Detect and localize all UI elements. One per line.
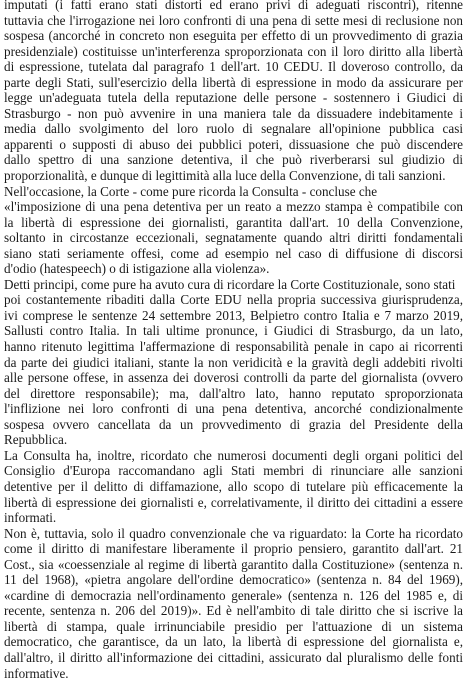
text-line: libertà di stampa, quale irrinunciabile presidio per l'attuazione di un sistema [4,618,463,634]
text-line: imputati (i fatti erano stati distorti ed erano privi di adeguati riscontri), ritenne [4,0,463,12]
text-line: ivi comprese le sentenze 24 settembre 2013, Belpietro contro Italia e 7 marzo 2019, [4,307,463,323]
text-line: Repubblica. [4,432,68,448]
document-body [4,0,463,681]
text-line: informati. [4,510,57,526]
text-line: Sallusti contro Italia. In tali ultime pronunce, i Giudici di Strasburgo, da un lato, [4,323,463,339]
text-line: Consiglio d'Europa raccomandano agli Stati membri di rinunciare alle sanzioni [4,463,463,479]
text-line: Cost., sia «coessenziale al regime di libertà garantito dalla Costituzione» (sentenza n. [4,556,463,572]
text-line: La Consulta ha, inoltre, ricordato che numerosi documenti degli organi politici del [4,447,463,463]
text-line: parte degli Stati, sull'esercizio della libertà di espressione in modo da assicurare per [4,74,463,90]
text-line: detentive per il delitto di diffamazione, allo scopo di tutelare più efficacemente la [4,478,463,494]
text-line: dall'altro, il diritto all'informazione dei cittadini, assicurato dal pluralismo delle fonti [4,649,463,665]
text-line: siano stati seriamente offesi, come ad esempio nel caso di diffusione di discorsi [4,245,463,261]
text-line: informative. [4,665,69,681]
text-line: Non è, tuttavia, solo il quadro convenzionale che va riguardato: la Corte ha ricordato [4,525,463,541]
text-line: recente, sentenza n. 206 del 2019)». Ed è nell'ambito di tale diritto che si iscrive la [4,603,463,619]
text-line: libertà di espressione dei giornalisti e, correlativamente, il diritto dei cittadini a essere [4,494,463,510]
text-line: 11 del 1968), «pietra angolare dell'ordine democratico» (sentenza n. 84 del 1969), [4,572,463,588]
text-line: tuttavia che l'irrogazione nei loro confronti di una pena di sette mesi di reclusione non [4,12,463,28]
text-line: poi costantemente ribaditi dalla Corte EDU nella propria successiva giurisprudenza, [4,292,463,308]
text-line: soltanto in circostanze eccezionali, segnatamente quando altri diritti fondamentali [4,230,463,246]
text-line: «cardine di democrazia nell'ordinamento generale» (sentenza n. 126 del 1985 e, di [4,587,463,603]
text-line: Strasburgo - non può avvenire in una maniera tale da dissuadere indebitamente i [4,105,463,121]
text-line: alle persone offese, in assenza dei doverosi controlli da parte del giornalista (ovvero [4,370,463,386]
text-line: Nell'occasione, la Corte - come pure ricorda la Consulta - concluse che [4,183,378,199]
text-line: Detti principi, come pure ha avuto cura di ricordare la Corte Costituzionale, sono stati [4,276,456,292]
text-line: sospesa ovvero cancellata da un provvedimento di grazia del Presidente della [4,416,463,432]
text-line: «l'imposizione di una pena detentiva per un reato a mezzo stampa è compatibile con [4,199,463,215]
text-line: sospesa (ancorché in concreto non eseguita per effetto di un provvedimento di grazia [4,28,463,44]
text-line: del direttore responsabile); ma, dall'altro lato, hanno reputato sproporzionata [4,385,463,401]
text-line: apparenti o supposti di abuso dei pubblici poteri, dissuasione che può discendere [4,136,463,152]
text-line: di espressione, tutelata dal paragrafo 1 dell'art. 10 CEDU. Il doveroso controllo, da [4,59,463,75]
text-line: la libertà di espressione dei giornalisti, garantita dall'art. 10 della Convenzione, [4,214,463,230]
text-line: l'inflizione nei loro confronti di una pena detentiva, ancorché condizionalmente [4,401,463,417]
text-line: democratico, che garantisce, da un lato, la libertà di espressione del giornalista e, [4,634,463,650]
text-line: come il diritto di manifestare liberamente il proprio pensiero, garantito dall'art. 21 [4,541,463,557]
text-line: proporzionalità, e dunque di legittimità alla luce della Convenzione, di tali sanzioni. [4,168,446,184]
text-line: dallo spettro di una sanzione detentiva, il che può riverberarsi sul giudizio di [4,152,463,168]
text-line: hanno ritenuto legittima l'affermazione di responsabilità penale in capo ai ricorrenti [4,339,463,355]
text-line: da parte dei giudici italiani, stante la non veridicità e la gravità degli addebiti rivolti [4,354,463,370]
text-line: d'odio (hatespeech) o di istigazione alla violenza». [4,261,270,277]
text-line: legge un'adeguata tutela della reputazione delle persone - sostennero i Giudici di [4,90,463,106]
text-line: presidenziale) costituisse un'interferenza sproporzionata con il loro diritto alla libertà [4,43,463,59]
text-line: media dallo svolgimento del loro ruolo di segnalare all'opinione pubblica casi [4,121,463,137]
